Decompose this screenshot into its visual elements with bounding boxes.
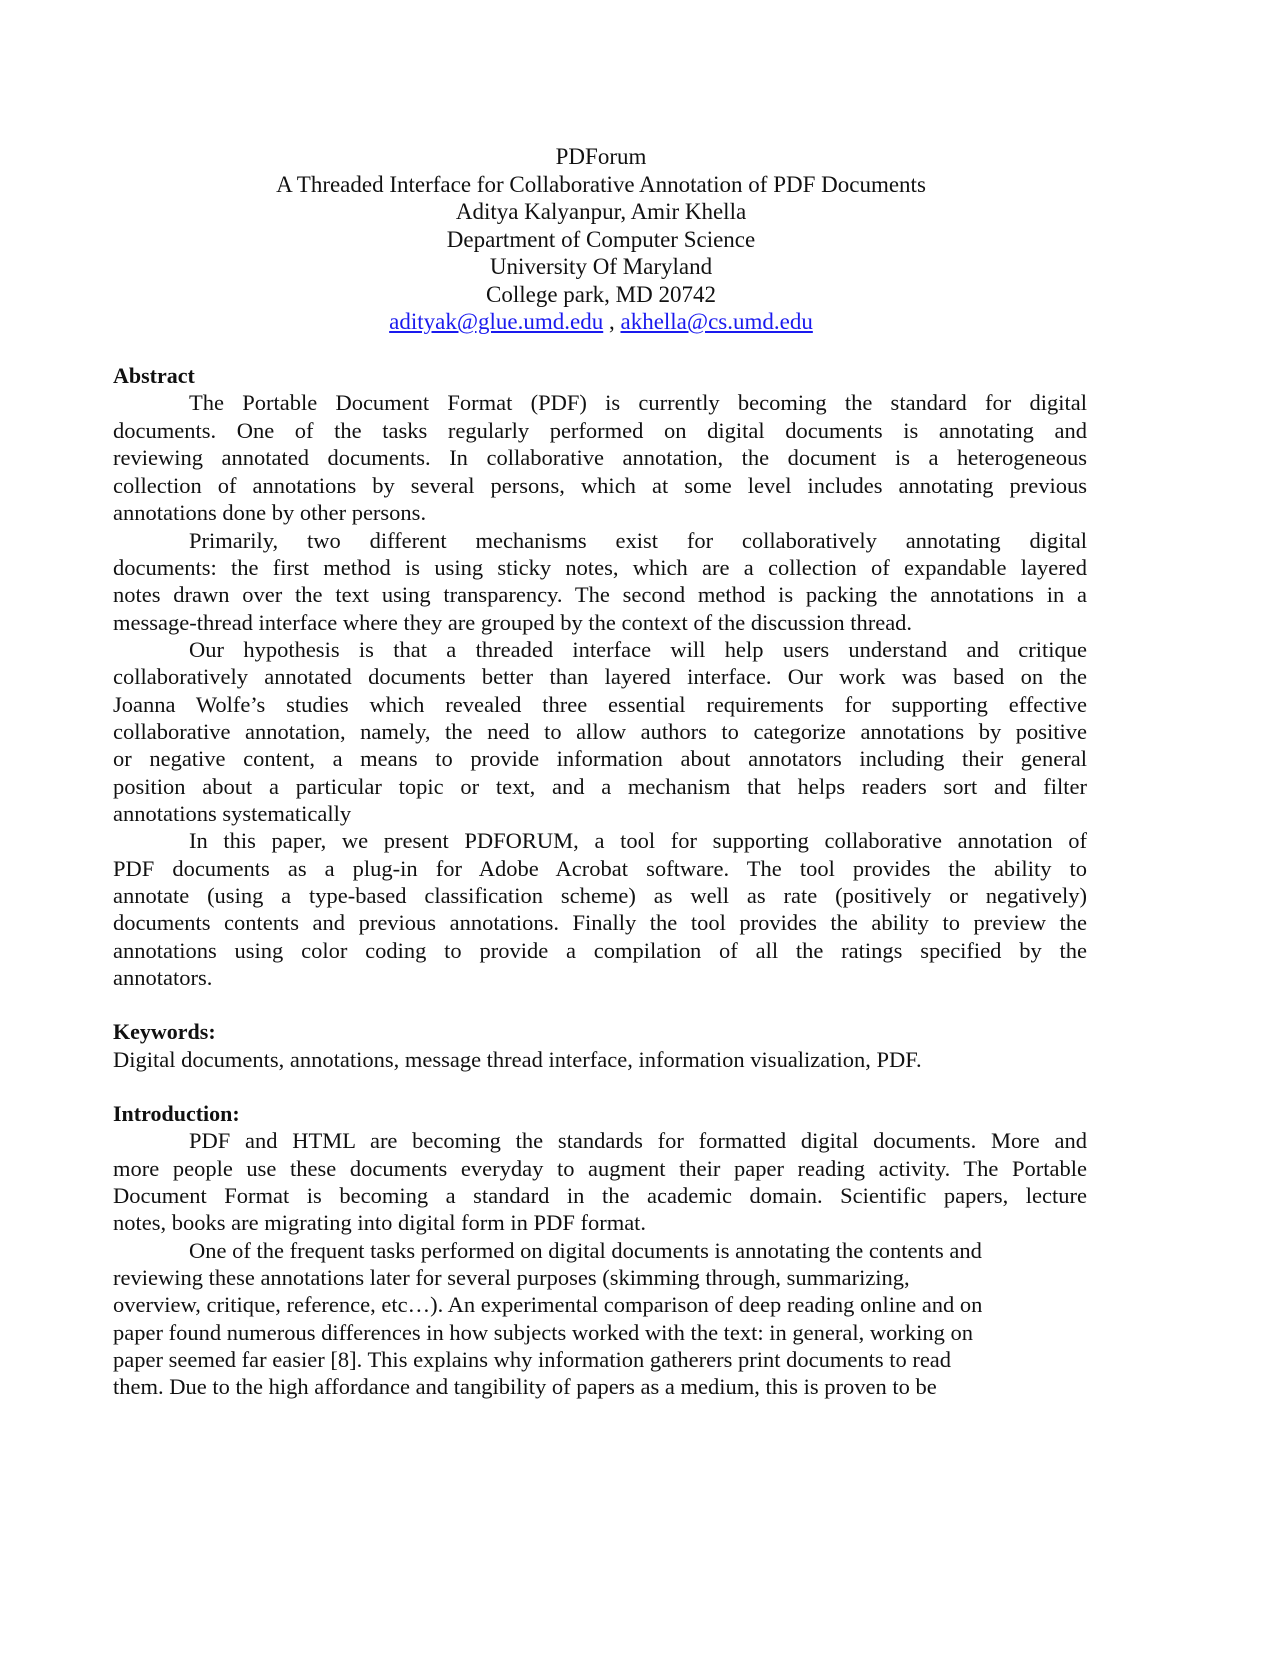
abstract-line: documents: the first method is using sticky notes, which are a collection of expandable layered [113, 555, 1087, 580]
abstract-line: notes drawn over the text using transparency. The second method is packing the annotations in a [113, 582, 1087, 607]
abstract-line: Our hypothesis is that a threaded interface will help users understand and critique [189, 637, 1087, 662]
abstract-line: Primarily, two different mechanisms exist for collaboratively annotating digital [189, 528, 1087, 553]
abstract-line: annotators. [113, 965, 213, 990]
intro-line: overview, critique, reference, etc…). An experimental comparison of deep reading online and on [113, 1292, 983, 1317]
authors: Aditya Kalyanpur, Amir Khella [455, 199, 747, 224]
abstract-line: message-thread interface where they are grouped by the context of the discussion thread. [113, 610, 913, 635]
introduction-heading: Introduction: [113, 1101, 240, 1126]
intro-line: notes, books are migrating into digital form in PDF format. [113, 1210, 647, 1235]
abstract-line: The Portable Document Format (PDF) is currently becoming the standard for digital [189, 390, 1087, 415]
abstract-line: annotations using color coding to provide a compilation of all the ratings specified by the [113, 938, 1087, 963]
keywords-text: Digital documents, annotations, message thread interface, information visualization, PDF. [113, 1047, 922, 1072]
university: University Of Maryland [489, 254, 713, 279]
email-separator: , [603, 309, 621, 334]
keywords-heading: Keywords: [113, 1019, 216, 1044]
email-link-1[interactable]: adityak@glue.umd.edu [389, 309, 604, 334]
intro-line: more people use these documents everyday to augment their paper reading activity. The Portable [113, 1156, 1087, 1181]
intro-line: PDF and HTML are becoming the standards for formatted digital documents. More and [189, 1128, 1087, 1153]
abstract-line: or negative content, a means to provide information about annotators including their general [113, 746, 1087, 771]
abstract-line: PDF documents as a plug-in for Adobe Acrobat software. The tool provides the ability to [113, 856, 1087, 881]
intro-line: One of the frequent tasks performed on digital documents is annotating the contents and [189, 1238, 982, 1263]
abstract-line: documents contents and previous annotations. Finally the tool provides the ability to preview the [113, 910, 1087, 935]
paper-title: PDForum [555, 144, 647, 169]
location: College park, MD 20742 [486, 282, 716, 307]
abstract-line: annotate (using a type-based classification scheme) as well as rate (positively or negatively) [113, 883, 1087, 908]
intro-line: reviewing these annotations later for several purposes (skimming through, summarizing, [113, 1265, 910, 1290]
email-link-2[interactable]: akhella@cs.umd.edu [620, 309, 813, 334]
abstract-line: Joanna Wolfe’s studies which revealed three essential requirements for supporting effective [113, 692, 1087, 717]
abstract-heading: Abstract [113, 363, 195, 388]
abstract-line: annotations systematically [113, 801, 352, 826]
abstract-line: collaborative annotation, namely, the need to allow authors to categorize annotations by positive [113, 719, 1087, 744]
abstract-line: annotations done by other persons. [113, 500, 427, 525]
intro-line: them. Due to the high affordance and tangibility of papers as a medium, this is proven to be [113, 1374, 937, 1399]
paper-subtitle: A Threaded Interface for Collaborative Annotation of PDF Documents [276, 172, 926, 197]
intro-line: Document Format is becoming a standard in the academic domain. Scientific papers, lecture [113, 1183, 1087, 1208]
department: Department of Computer Science [446, 227, 756, 252]
abstract-line: collection of annotations by several persons, which at some level includes annotating previous [113, 473, 1087, 498]
abstract-line: reviewing annotated documents. In collaborative annotation, the document is a heterogeneous [113, 445, 1087, 470]
abstract-line: documents. One of the tasks regularly performed on digital documents is annotating and [113, 418, 1087, 443]
email-line [0, 308, 1202, 336]
abstract-line: In this paper, we present PDFORUM, a tool for supporting collaborative annotation of [189, 828, 1087, 853]
intro-line: paper found numerous differences in how subjects worked with the text: in general, working on [113, 1320, 973, 1345]
intro-line: paper seemed far easier [8]. This explains why information gatherers print documents to read [113, 1347, 952, 1372]
abstract-line: position about a particular topic or text, and a mechanism that helps readers sort and filter [113, 774, 1087, 799]
abstract-line: collaboratively annotated documents better than layered interface. Our work was based on the [113, 664, 1087, 689]
